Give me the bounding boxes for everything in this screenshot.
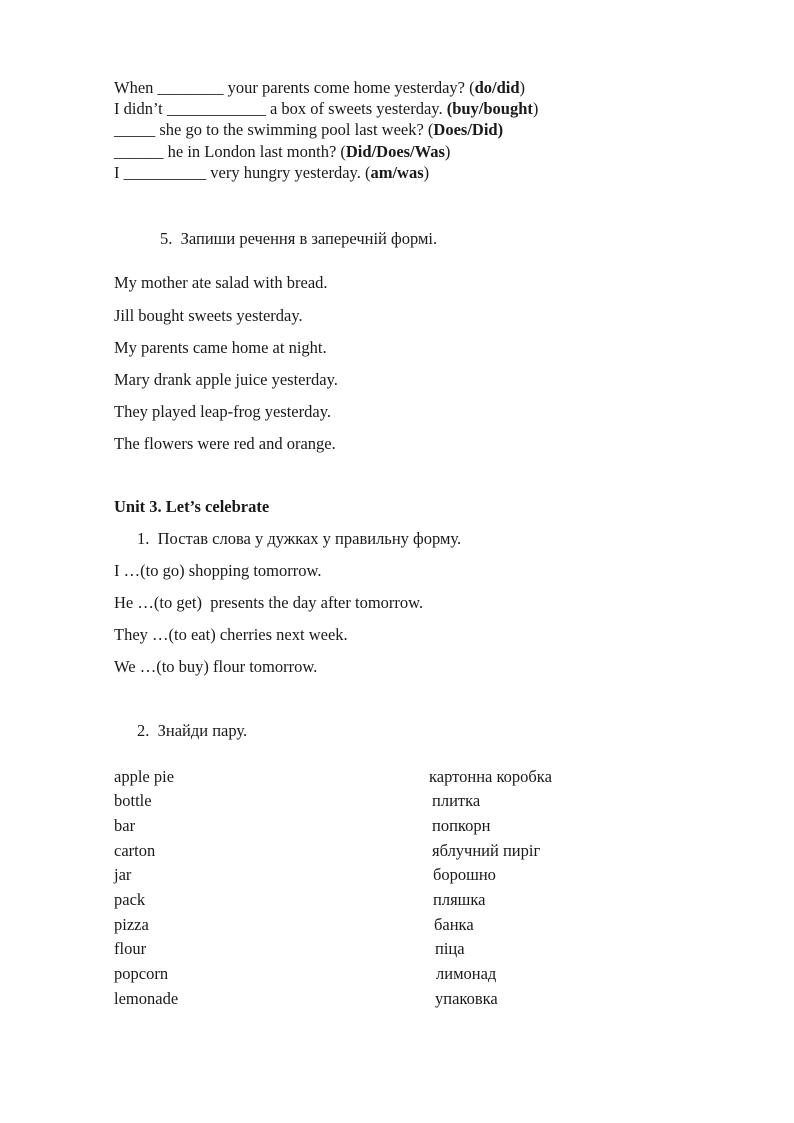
ex4-line-2-close: ) xyxy=(532,99,539,118)
ex5-sentence-5: They played leap-frog yesterday. xyxy=(114,402,331,421)
ex4-line-1 xyxy=(114,78,525,98)
task2-instruction: Знайди пару. xyxy=(157,721,248,740)
ex4-line-4-options: Did/Does/Was xyxy=(345,142,445,161)
ex5-number: 5. xyxy=(160,229,173,248)
match-right-4: яблучний пиріг xyxy=(432,841,541,860)
task1-heading xyxy=(137,529,461,549)
task1-instruction: Постав слова у дужках у правильну форму. xyxy=(157,529,462,548)
ex4-line-4-text: ______ he in London last month? ( xyxy=(114,142,346,161)
match-left-4: carton xyxy=(114,841,156,860)
ex5-instruction: Запиши речення в заперечній формі. xyxy=(180,229,438,248)
ex5-sentence-2: Jill bought sweets yesterday. xyxy=(114,306,303,325)
ex4-line-1-text: When ________ your parents come home yesterday? ( xyxy=(114,78,475,97)
ex4-line-1-options: do/did xyxy=(474,78,520,97)
match-left-7: pizza xyxy=(114,915,149,934)
ex4-line-4-close: ) xyxy=(444,142,451,161)
task1-sentence-4: We …(to buy) flour tomorrow. xyxy=(114,657,318,676)
ex4-line-3 xyxy=(114,120,503,140)
ex5-sentence-4: Mary drank apple juice yesterday. xyxy=(114,370,338,389)
task2-number: 2. xyxy=(137,721,150,740)
match-right-6: пляшка xyxy=(433,890,486,909)
ex4-line-5-text: I __________ very hungry yesterday. ( xyxy=(114,163,371,182)
unit-title: Unit 3. Let’s celebrate xyxy=(114,497,270,516)
task1-sentence-1: I …(to go) shopping tomorrow. xyxy=(114,561,322,580)
match-right-3: попкорн xyxy=(432,816,491,835)
ex4-line-5 xyxy=(114,163,429,183)
ex4-line-5-close: ) xyxy=(423,163,430,182)
task1-sentence-2: He …(to get) presents the day after tomorrow. xyxy=(114,593,424,612)
ex4-line-3-options: Does/Did) xyxy=(433,120,504,139)
match-left-10: lemonade xyxy=(114,989,179,1008)
ex4-line-2-options: (buy/bought xyxy=(446,99,533,118)
ex4-line-3-text: _____ she go to the swimming pool last week? ( xyxy=(114,120,434,139)
match-right-9: лимонад xyxy=(436,964,497,983)
task2-heading xyxy=(137,721,247,741)
match-left-2: bottle xyxy=(114,791,152,810)
match-right-8: піца xyxy=(435,939,465,958)
match-left-9: popcorn xyxy=(114,964,169,983)
match-left-5: jar xyxy=(114,865,132,884)
match-left-3: bar xyxy=(114,816,136,835)
ex4-line-4 xyxy=(114,142,450,162)
ex4-line-5-options: am/was xyxy=(370,163,424,182)
match-right-1: картонна коробка xyxy=(429,767,552,786)
match-left-6: pack xyxy=(114,890,146,909)
ex4-line-2-text: I didn’t ____________ a box of sweets yesterday. xyxy=(114,99,447,118)
ex4-line-2 xyxy=(114,99,538,119)
task1-sentence-3: They …(to eat) cherries next week. xyxy=(114,625,348,644)
match-left-8: flour xyxy=(114,939,147,958)
ex5-sentence-3: My parents came home at night. xyxy=(114,338,327,357)
ex4-line-1-close: ) xyxy=(519,78,526,97)
ex5-sentence-1: My mother ate salad with bread. xyxy=(114,273,328,292)
task1-number: 1. xyxy=(137,529,150,548)
match-right-5: борошно xyxy=(433,865,496,884)
match-right-7: банка xyxy=(434,915,474,934)
match-right-10: упаковка xyxy=(435,989,498,1008)
match-left-1: apple pie xyxy=(114,767,175,786)
ex5-sentence-6: The flowers were red and orange. xyxy=(114,434,336,453)
match-right-2: плитка xyxy=(432,791,481,810)
ex5-heading xyxy=(160,229,437,249)
